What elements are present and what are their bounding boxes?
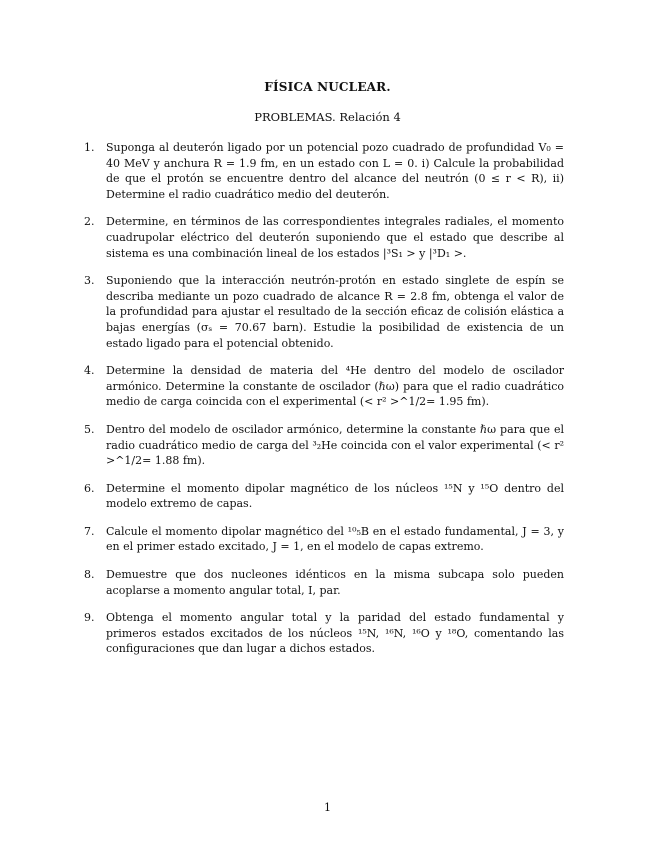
problem-item [84, 524, 564, 555]
problem-text: Suponiendo que la interacción neutrón-protón en estado singlete de espín se describa mediante un pozo cuadrado de alcance R = 2.8 fm, obtenga el valor de la profundidad para ajustar el resultado de la sección eficaz de colisión elástica a bajas energías (σₛ = 70.67 barn). Estudie la posibilidad de existencia de un estado ligado para el potencial obtenido. [106, 274, 564, 350]
problem-item [84, 567, 564, 598]
problem-item [84, 610, 564, 657]
problem-number: 8. [84, 568, 95, 582]
problem-text: Determine la densidad de materia del ⁴He dentro del modelo de oscilador armónico. Determine la constante de oscilador (ℏω) para que el radio cuadrático medio de carga coincida con el experimental (< r² >^1/2= 1.95 fm). [106, 364, 564, 409]
problem-list [84, 140, 564, 669]
problem-number: 6. [84, 481, 95, 495]
problem-item [84, 363, 564, 410]
problem-number: 9. [84, 611, 95, 625]
problem-text: Demuestre que dos nucleones idénticos en la misma subcapa solo pueden acoplarse a momento angular total, I, par. [106, 568, 564, 597]
problem-item [84, 140, 564, 202]
problem-text: Obtenga el momento angular total y la paridad del estado fundamental y primeros estados excitados de los núcleos ¹⁵N, ¹⁶N, ¹⁶O y ¹⁸O, comentando las configuraciones que dan lugar a dichos estados. [106, 611, 564, 656]
page-title: FÍSICA NUCLEAR. [264, 80, 391, 94]
problem-number: 3. [84, 274, 95, 288]
problem-number: 5. [84, 422, 95, 436]
problem-number: 2. [84, 215, 95, 229]
problem-item [84, 422, 564, 469]
problem-number: 4. [84, 364, 95, 378]
page-number: 1 [324, 801, 331, 814]
problem-item [84, 273, 564, 351]
problem-item [84, 214, 564, 261]
problem-number: 7. [84, 524, 95, 538]
problem-text: Dentro del modelo de oscilador armónico, determine la constante ℏω para que el radio cuadrático medio de carga del ³₂He coincida con el valor experimental (< r² >^1/2= 1.88 fm). [106, 422, 564, 468]
problem-item [84, 481, 564, 512]
problem-text: Determine, en términos de las correspondientes integrales radiales, el momento cuadrupolar eléctrico del deuterón suponiendo que el estado que describe al sistema es una combinación lineal de los estados |³S₁ > y |³D₁ >. [106, 215, 564, 260]
problem-number: 1. [84, 141, 95, 154]
problem-text: Suponga al deuterón ligado por un potencial pozo cuadrado de profundidad V₀ = 40 MeV y anchura R = 1.9 fm, en un estado con L = 0. i) Calcule la probabilidad de que el protón se encuentre dentro del alcance del neutrón (0 ≤ r < R), ii) Determine el radio cuadrático medio del deuterón. [106, 141, 564, 201]
problem-text: Determine el momento dipolar magnético de los núcleos ¹⁵N y ¹⁵O dentro del modelo extremo de capas. [106, 481, 564, 511]
page-subtitle: PROBLEMAS. Relación 4 [254, 110, 401, 124]
problem-text: Calcule el momento dipolar magnético del ¹⁰₅B en el estado fundamental, J = 3, y en el primer estado excitado, J = 1, en el modelo de capas extremo. [106, 524, 564, 554]
